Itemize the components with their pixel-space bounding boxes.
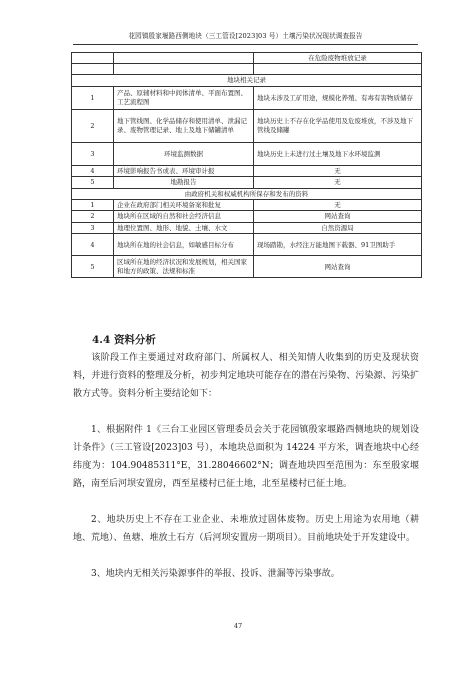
- table-cell-result: 网站查询: [254, 211, 422, 222]
- table-row: [72, 142, 422, 165]
- table-cell-result: 自然资源局: [254, 222, 422, 233]
- table-cell-no: 1: [72, 86, 114, 109]
- table-cell-item: 区域所在地的经济状况和发展规划，相关国家和地方的政策、法规和标准: [114, 256, 254, 278]
- table-row: [72, 53, 422, 64]
- paragraph: [73, 565, 419, 583]
- page-number: 47: [233, 622, 243, 630]
- table-row: [72, 200, 422, 211]
- table-cell-result: 无: [254, 165, 422, 176]
- table-section-title: 由政府机关和权威机构所保存和发布的资料: [72, 188, 422, 199]
- table-cell-no: 5: [72, 256, 114, 278]
- paragraph: [73, 421, 419, 493]
- table-cell-item: 环境监测数据: [114, 142, 254, 165]
- table-row: [72, 177, 422, 188]
- paragraph-text: 3、地块内无相关污染源事件的举报、投诉、泄漏等污染事故。: [91, 569, 340, 579]
- table-cell: [72, 53, 114, 64]
- table-section-row: [72, 188, 422, 199]
- records-table: [71, 52, 422, 278]
- table-cell-item: 地勘报告: [114, 177, 254, 188]
- section-heading: [92, 332, 156, 347]
- table-cell: [72, 64, 114, 75]
- table-cell-no: 5: [72, 177, 114, 188]
- table-cell-item: 地下管线图、化学品储存和使用清单、泄漏记录、废物管理记录、地上及地下储罐清单: [114, 109, 254, 142]
- table-cell-result: 网站查询: [254, 256, 422, 278]
- table-cell-item: 地块所在地的社会信息，如敏感目标分布: [114, 234, 254, 256]
- table-cell: [114, 64, 254, 75]
- table-cell-result: 无: [254, 177, 422, 188]
- paragraph-text: 1、根据附件 1《三台工业园区管理委员会关于花园镇殷家堰路西侧地块的规划设计条件》（三工管设[2023]03 号），本地块总面积为 14224 平方米，调查地块中心经纬度为：104.90485311°E，31.28046602°N；调查地块四至范围为：东至殷家堰路，南至后河坝安置房，西至星楼村已征土地，北至星楼村已征土地。: [73, 425, 419, 489]
- section-title: 资料分析: [113, 334, 156, 346]
- table-cell-item: 产品、原辅材料和中间体清单、平面布置图、工艺流程图: [114, 86, 254, 109]
- paragraph-text: 2、地块历史上不存在工业企业、未堆放过固体废物。历史上用途为农用地（耕地、荒地）、鱼塘、堆放土石方（后河坝安置房一期项目）。目前地块处于开发建设中。: [73, 515, 419, 543]
- table-cell-result: 现场踏勘，水经注万能地图下载器、91卫图助手: [254, 234, 422, 256]
- table-row: [72, 211, 422, 222]
- table-cell-item: 企业在政府部门相关环境备案和批复: [114, 200, 254, 211]
- table-cell-item: 环境影响报告书或表、环境审计报: [114, 165, 254, 176]
- table-row: [72, 234, 422, 256]
- paragraph: [73, 511, 419, 547]
- table-cell-no: 2: [72, 211, 114, 222]
- table-cell-result: 地块历史上不存在化学品使用及危废堆放，不涉及地下管线及储罐: [254, 109, 422, 142]
- table-cell: 在危险废物堆放记录: [254, 53, 422, 64]
- table-row: [72, 109, 422, 142]
- table-cell-no: 3: [72, 222, 114, 233]
- table-row: [72, 222, 422, 233]
- table-cell-item: 地块所在区域的自然和社会经济信息: [114, 211, 254, 222]
- table-row: [72, 256, 422, 278]
- table-cell-no: 2: [72, 109, 114, 142]
- table-cell-item: 地理位置图、地形、地貌、土壤、水文: [114, 222, 254, 233]
- table-section-row: [72, 75, 422, 86]
- header-rule: [73, 44, 418, 45]
- table-cell: [254, 64, 422, 75]
- table-row: [72, 86, 422, 109]
- section-number: 4.4: [92, 334, 111, 346]
- paragraph: [73, 349, 419, 403]
- table-cell-no: 4: [72, 165, 114, 176]
- table-row: [72, 165, 422, 176]
- table-cell: [114, 53, 254, 64]
- running-header: 花园镇殷家堰路西侧地块（三工管设[2023]03 号）土壤污染状况现状调查报告: [128, 32, 363, 40]
- table-cell-no: 3: [72, 142, 114, 165]
- table-row: [72, 64, 422, 75]
- table-cell-result: 地块未涉及工矿用途，规模化养殖、有毒有害物质储存: [254, 86, 422, 109]
- table-cell-result: 无: [254, 200, 422, 211]
- paragraph-text: 该阶段工作主要通过对政府部门、所属权人、相关知情人收集到的历史及现状资料，并进行资料的整理及分析，初步判定地块可能存在的潜在污染物、污染源、污染扩散方式等。资料分析主要结论如下：: [73, 353, 419, 399]
- table-cell-no: 1: [72, 200, 114, 211]
- table-cell-result: 地块历史上未进行过土壤及地下水环境监测: [254, 142, 422, 165]
- table-cell-no: 4: [72, 234, 114, 256]
- table-section-title: 地块相关记录: [72, 75, 422, 86]
